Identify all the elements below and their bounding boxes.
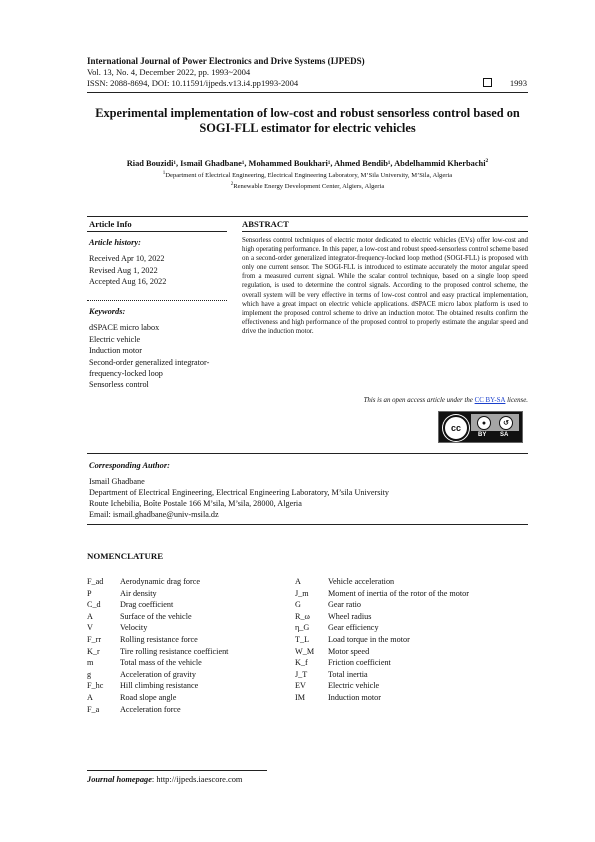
paper-title: Experimental implementation of low-cost and robust sensorless control based on SOGI-FLL estimator for electric vehicles <box>95 106 520 135</box>
cc-icon: cc <box>443 415 469 441</box>
nomenclature-row <box>87 634 228 646</box>
keyword-3: Induction motor <box>89 346 142 356</box>
nomenclature-description: Vehicle acceleration <box>328 577 395 586</box>
journal-volume: Vol. 13, No. 4, December 2022, pp. 1993~2004 <box>87 67 251 77</box>
nomenclature-description: Wheel radius <box>328 611 372 621</box>
nomenclature-symbol: η_G <box>295 623 310 633</box>
nomenclature-description: Rolling resistance force <box>120 634 198 644</box>
corresponding-author <box>89 460 529 520</box>
keywords <box>89 306 227 391</box>
nomenclature-description: Hill climbing resistance <box>120 681 199 691</box>
nomenclature-symbol: F_ad <box>87 577 104 586</box>
abstract-text: Sensorless control techniques of electric motor dedicated to electric vehicles (EVs) offer low-cost and high operating performance. In this paper, a low-cost and robust speed-sensorless control scheme based on a second-order generalized integrator-frequency-locked loop method (SOGI-FLL) is proposed with only one current sensor. The SOGI-FLL is introduced to estimate accurately the motor angular speed from a measured current signal. While the scalar control technique, based on a single loop speed regulation, is used to determine the control signals. According to the proposed control scheme, the overall system will be very effective in terms of low-cost control and easy practical implementation, which have a great impact on electric vehicle applications. dSPACE micro labox platform is used to implement the proposed control scheme to drive an induction motor. The obtained results confirm the effectiveness and high performance of the proposed control to properly estimate the angular speed and drive the induction motor. <box>242 237 528 335</box>
nomenclature-symbol: K_r <box>87 646 100 656</box>
nomenclature-heading: NOMENCLATURE <box>87 551 164 561</box>
nomenclature-description: Motor speed <box>328 646 370 656</box>
header-rule <box>87 92 528 93</box>
corresponding-heading: Corresponding Author: <box>89 461 170 470</box>
journal-header <box>87 56 527 89</box>
nomenclature-description: Acceleration force <box>120 704 181 714</box>
section-rule-top <box>87 216 528 217</box>
nomenclature-row <box>295 634 469 646</box>
received-date: Received Apr 10, 2022 <box>89 254 165 264</box>
nomenclature-symbol: J_T <box>295 669 308 679</box>
nomenclature-symbol: C_d <box>87 600 101 610</box>
license-line: This is an open access article under the CC BY-SA license. <box>363 397 528 404</box>
nomenclature-row <box>295 646 469 658</box>
affiliation-1: Department of Electrical Engineering, Electrical Engineering Laboratory, M’Sila University, M’Sila, Algeria <box>165 172 453 180</box>
nomenclature-row <box>295 611 469 623</box>
nomenclature-left <box>87 576 228 715</box>
nomenclature-symbol: IM <box>295 692 306 702</box>
nomenclature-row <box>87 622 228 634</box>
by-label: BY <box>478 432 487 438</box>
nomenclature-symbol: F_rr <box>87 634 102 644</box>
nomenclature-description: Road slope angle <box>120 692 177 702</box>
sa-label: SA <box>500 432 509 438</box>
nomenclature-row <box>87 588 228 600</box>
nomenclature-row <box>295 692 469 704</box>
corresponding-name: Ismail Ghadbane <box>89 477 145 486</box>
nomenclature-row <box>295 657 469 669</box>
affiliation-2: Renewable Energy Development Center, Algiers, Algeria <box>233 183 385 191</box>
nomenclature-description: Acceleration of gravity <box>120 669 196 679</box>
journal-name: International Journal of Power Electronics and Drive Systems (IJPEDS) <box>87 56 365 66</box>
nomenclature-description: Surface of the vehicle <box>120 611 192 621</box>
nomenclature-description: Aerodynamic drag force <box>120 577 201 586</box>
article-history-heading: Article history: <box>89 238 141 247</box>
nomenclature-row <box>295 576 469 588</box>
revised-date: Revised Aug 1, 2022 <box>89 265 158 275</box>
nomenclature-row <box>87 576 228 588</box>
nomenclature-description: Gear efficiency <box>328 623 379 633</box>
nomenclature-description: Moment of inertia of the rotor of the motor <box>328 588 469 598</box>
nomenclature-symbol: T_L <box>295 634 310 644</box>
article-info-heading: Article Info <box>89 219 132 229</box>
keyword-5: Sensorless control <box>89 380 149 390</box>
corresponding-rule <box>87 524 528 525</box>
nomenclature-description: Velocity <box>120 623 148 633</box>
keyword-4: Second-order generalized integrator-frequency-locked loop <box>89 357 210 379</box>
nomenclature-description: Total mass of the vehicle <box>120 658 202 668</box>
nomenclature-symbol: F_hc <box>87 681 104 691</box>
footer-rule <box>87 770 267 771</box>
nomenclature-symbol: J_m <box>295 588 309 598</box>
section-rule-bottom <box>87 453 528 454</box>
authors-sup: 2 <box>485 158 489 164</box>
keywords-heading: Keywords: <box>89 307 126 316</box>
by-person-icon: ● <box>477 416 491 430</box>
nomenclature-symbol: W_M <box>295 646 315 656</box>
corresponding-email: Email: ismail.ghadbane@univ-msila.dz <box>89 510 219 519</box>
nomenclature-row <box>295 622 469 634</box>
nomenclature-row <box>87 669 228 681</box>
nomenclature-right <box>295 576 469 704</box>
keywords-rule <box>87 300 227 301</box>
journal-homepage: Journal homepage: http://ijpeds.iaescore.com <box>87 775 243 784</box>
nomenclature-row <box>87 657 228 669</box>
nomenclature-symbol: K_f <box>295 658 308 668</box>
nomenclature-row <box>87 692 228 704</box>
page-number: 1993 <box>509 78 527 88</box>
author-list <box>87 158 528 168</box>
nomenclature-symbol: F_a <box>87 704 100 714</box>
info-rule <box>87 231 227 232</box>
nomenclature-row <box>295 599 469 611</box>
nomenclature-symbol: P <box>87 588 92 598</box>
nomenclature-description: Induction motor <box>328 692 381 702</box>
nomenclature-description: Drag coefficient <box>120 600 174 610</box>
nomenclature-row <box>87 646 228 658</box>
nomenclature-symbol: m <box>87 658 94 668</box>
keyword-2: Electric vehicle <box>89 334 141 344</box>
nomenclature-symbol: A <box>87 692 93 702</box>
nomenclature-description: Total inertia <box>328 669 368 679</box>
nomenclature-description: Friction coefficient <box>328 658 391 668</box>
abstract-heading: ABSTRACT <box>242 219 289 229</box>
nomenclature-row <box>295 680 469 692</box>
nomenclature-symbol: A <box>295 577 301 586</box>
nomenclature-symbol: V <box>87 623 93 633</box>
nomenclature-description: Gear ratio <box>328 600 361 610</box>
nomenclature-row <box>87 611 228 623</box>
nomenclature-symbol: G <box>295 600 301 610</box>
authors-text: Riad Bouzidi¹, Ismail Ghadbane¹, Mohammed Boukhari¹, Ahmed Bendib¹, Abdelhammid Kherbachi <box>126 158 486 168</box>
nomenclature-row <box>295 669 469 681</box>
nomenclature-row <box>87 680 228 692</box>
nomenclature-symbol: A <box>87 611 93 621</box>
license-link[interactable]: CC BY-SA <box>474 397 506 404</box>
nomenclature-row <box>295 588 469 600</box>
nomenclature-symbol: g <box>87 669 92 679</box>
nomenclature-row <box>87 599 228 611</box>
affiliations: $^1$Department of Electrical Engineering, Electrical Engineering Laboratory, M’Sila University, M’Sila, Algeria $^2$Renewable Energy Development Center, Algiers, Algeria <box>162 171 453 191</box>
abstract-rule <box>242 231 528 232</box>
journal-issn-doi: ISSN: 2088-8694, DOI: 10.11591/ijpeds.v13.i4.pp1993-2004 <box>87 78 299 88</box>
square-icon <box>483 78 492 87</box>
article-history <box>89 237 227 288</box>
share-alike-icon: ↺ <box>499 416 513 430</box>
corresponding-address: Route Ichebilia, Boîte Postale 166 M’sila, M’sila, 28000, Algeria <box>89 499 302 508</box>
cc-by-sa-badge[interactable] <box>438 411 523 443</box>
nomenclature-description: Tire rolling resistance coefficient <box>120 646 229 656</box>
nomenclature-description: Air density <box>120 588 157 598</box>
nomenclature-symbol: R_ω <box>295 611 310 621</box>
corresponding-dept: Department of Electrical Engineering, Electrical Engineering Laboratory, M’sila University <box>89 488 390 497</box>
nomenclature-row <box>87 704 228 716</box>
nomenclature-description: Electric vehicle <box>328 681 380 691</box>
accepted-date: Accepted Aug 16, 2022 <box>89 277 167 287</box>
keyword-1: dSPACE micro labox <box>89 323 160 333</box>
nomenclature-description: Load torque in the motor <box>328 634 410 644</box>
nomenclature-symbol: EV <box>295 681 306 691</box>
